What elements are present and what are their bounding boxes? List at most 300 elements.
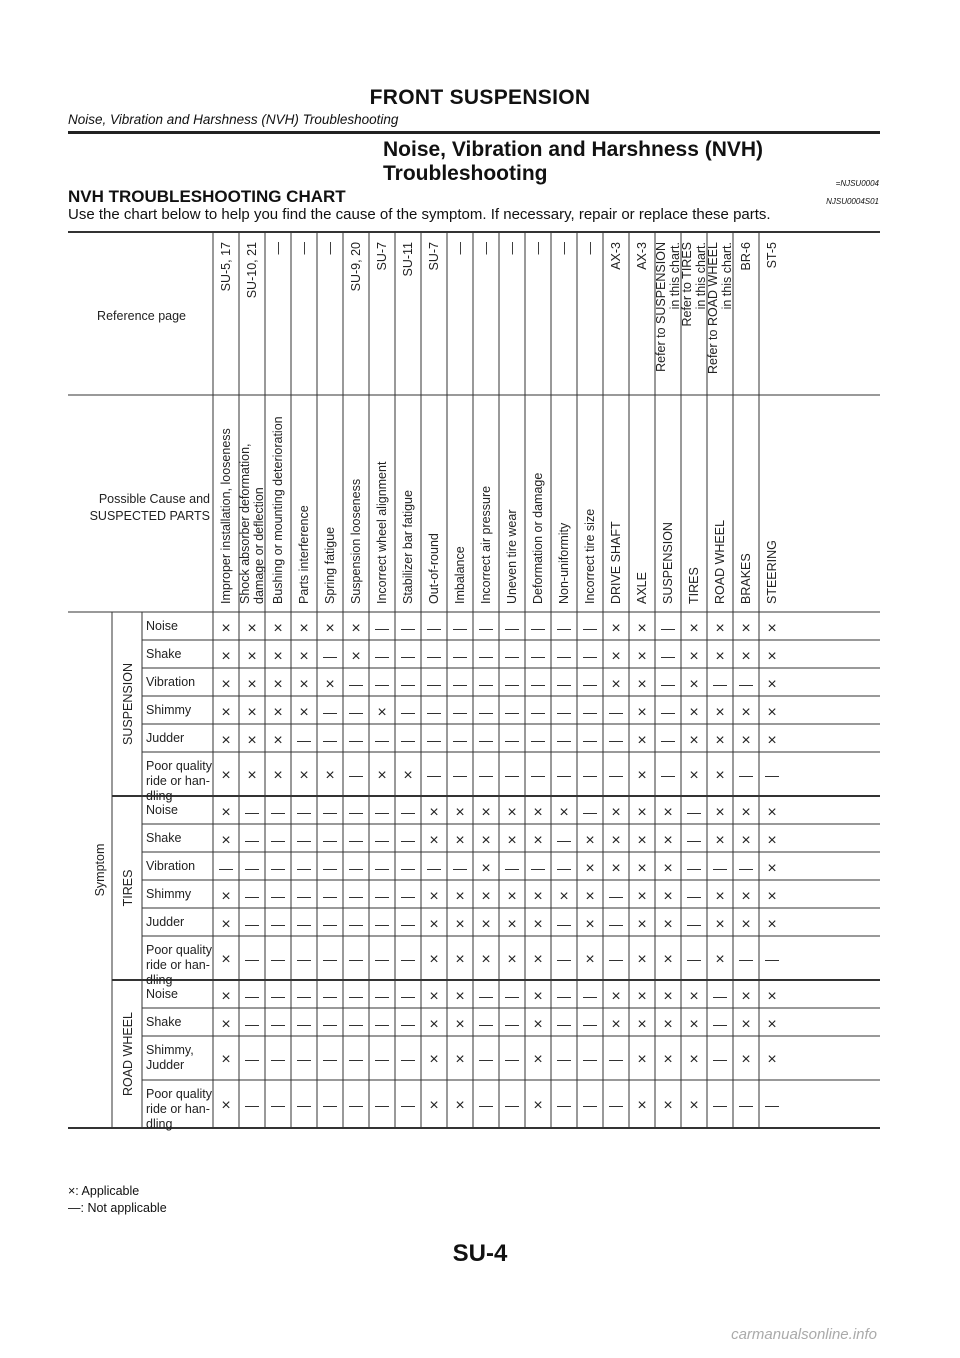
not-applicable-mark: — bbox=[245, 1097, 259, 1113]
symptom-row-label: Poor quality bbox=[146, 759, 213, 773]
applicable-mark: × bbox=[221, 676, 231, 693]
not-applicable-mark: — bbox=[375, 620, 389, 636]
applicable-mark: × bbox=[637, 832, 647, 849]
applicable-mark: × bbox=[663, 804, 673, 821]
chart-code: NJSU0004S01 bbox=[826, 197, 879, 206]
not-applicable-mark: — bbox=[297, 804, 311, 820]
not-applicable-mark: — bbox=[557, 1051, 571, 1067]
not-applicable-mark: — bbox=[323, 951, 337, 967]
applicable-mark: × bbox=[741, 916, 751, 933]
not-applicable-mark: — bbox=[349, 1097, 363, 1113]
applicable-mark: × bbox=[741, 732, 751, 749]
applicable-mark: × bbox=[637, 1097, 647, 1114]
reference-page-value: — bbox=[297, 242, 311, 255]
not-applicable-mark: — bbox=[505, 1016, 519, 1032]
not-applicable-mark: — bbox=[323, 1016, 337, 1032]
applicable-mark: × bbox=[585, 860, 595, 877]
applicable-mark: × bbox=[611, 860, 621, 877]
not-applicable-mark: — bbox=[765, 951, 779, 967]
not-applicable-mark: — bbox=[245, 1051, 259, 1067]
applicable-mark: × bbox=[715, 732, 725, 749]
applicable-mark: × bbox=[689, 1097, 699, 1114]
reference-page-value: — bbox=[271, 242, 285, 255]
applicable-mark: × bbox=[637, 704, 647, 721]
not-applicable-mark: — bbox=[505, 1051, 519, 1067]
not-applicable-mark: — bbox=[375, 732, 389, 748]
reference-page-value: SU-7 bbox=[427, 242, 441, 271]
applicable-mark: × bbox=[715, 804, 725, 821]
not-applicable-mark: — bbox=[453, 648, 467, 664]
not-applicable-mark: — bbox=[375, 1097, 389, 1113]
not-applicable-mark: — bbox=[349, 676, 363, 692]
not-applicable-mark: — bbox=[583, 804, 597, 820]
symptom-row-label: Poor quality bbox=[146, 943, 213, 957]
not-applicable-mark: — bbox=[427, 860, 441, 876]
not-applicable-mark: — bbox=[531, 704, 545, 720]
not-applicable-mark: — bbox=[349, 804, 363, 820]
applicable-mark: × bbox=[221, 804, 231, 821]
symptom-row-label: Judder bbox=[146, 731, 185, 745]
suspected-part-label: SUSPENSION bbox=[661, 522, 675, 604]
not-applicable-mark: — bbox=[271, 951, 285, 967]
not-applicable-mark: — bbox=[479, 676, 493, 692]
applicable-mark: × bbox=[273, 620, 283, 637]
not-applicable-mark: — bbox=[583, 988, 597, 1004]
applicable-mark: × bbox=[637, 804, 647, 821]
symptom-row-label: ride or han- bbox=[146, 958, 210, 972]
applicable-mark: × bbox=[689, 676, 699, 693]
applicable-mark: × bbox=[715, 951, 725, 968]
applicable-mark: × bbox=[741, 832, 751, 849]
not-applicable-mark: — bbox=[765, 767, 779, 783]
applicable-mark: × bbox=[221, 767, 231, 784]
applicable-mark: × bbox=[455, 988, 465, 1005]
applicable-mark: × bbox=[715, 648, 725, 665]
not-applicable-mark: — bbox=[505, 676, 519, 692]
not-applicable-mark: — bbox=[505, 704, 519, 720]
applicable-mark: × bbox=[325, 620, 335, 637]
applicable-mark: × bbox=[533, 1051, 543, 1068]
not-applicable-mark: — bbox=[401, 676, 415, 692]
applicable-mark: × bbox=[273, 648, 283, 665]
not-applicable-mark: — bbox=[349, 988, 363, 1004]
reference-page-value: in this chart. bbox=[668, 242, 682, 310]
not-applicable-mark: — bbox=[531, 767, 545, 783]
not-applicable-mark: — bbox=[219, 860, 233, 876]
not-applicable-mark: — bbox=[271, 860, 285, 876]
applicable-mark: × bbox=[689, 1016, 699, 1033]
not-applicable-mark: — bbox=[583, 648, 597, 664]
not-applicable-mark: — bbox=[453, 860, 467, 876]
suspected-part-label: Suspension looseness bbox=[349, 478, 363, 604]
not-applicable-mark: — bbox=[453, 732, 467, 748]
reference-page-value: in this chart. bbox=[694, 242, 708, 310]
reference-page-value: Refer to TIRES bbox=[680, 242, 694, 327]
applicable-mark: × bbox=[221, 704, 231, 721]
not-applicable-mark: — bbox=[557, 832, 571, 848]
applicable-mark: × bbox=[637, 767, 647, 784]
not-applicable-mark: — bbox=[427, 620, 441, 636]
not-applicable-mark: — bbox=[609, 1051, 623, 1067]
not-applicable-mark: — bbox=[323, 804, 337, 820]
applicable-mark: × bbox=[689, 767, 699, 784]
symptom-row-label: Vibration bbox=[146, 675, 196, 689]
not-applicable-mark: — bbox=[713, 1016, 727, 1032]
applicable-mark: × bbox=[715, 704, 725, 721]
symptom-row-label: Shake bbox=[146, 831, 182, 845]
cause-label-line2: SUSPECTED PARTS bbox=[89, 509, 210, 523]
applicable-mark: × bbox=[221, 1016, 231, 1033]
not-applicable-mark: — bbox=[271, 1097, 285, 1113]
not-applicable-mark: — bbox=[349, 704, 363, 720]
not-applicable-mark: — bbox=[349, 888, 363, 904]
not-applicable-mark: — bbox=[401, 704, 415, 720]
not-applicable-mark: — bbox=[609, 951, 623, 967]
applicable-mark: × bbox=[585, 916, 595, 933]
not-applicable-mark: — bbox=[453, 620, 467, 636]
applicable-mark: × bbox=[221, 916, 231, 933]
applicable-mark: × bbox=[767, 988, 777, 1005]
applicable-mark: × bbox=[741, 620, 751, 637]
reference-page-value: ST-5 bbox=[765, 242, 779, 269]
not-applicable-mark: — bbox=[609, 888, 623, 904]
not-applicable-mark: — bbox=[713, 988, 727, 1004]
suspected-part-label: Deformation or damage bbox=[531, 472, 545, 604]
applicable-mark: × bbox=[767, 648, 777, 665]
symptom-row-label: Shimmy bbox=[146, 703, 192, 717]
applicable-mark: × bbox=[715, 888, 725, 905]
applicable-mark: × bbox=[429, 916, 439, 933]
not-applicable-mark: — bbox=[557, 648, 571, 664]
not-applicable-mark: — bbox=[271, 1051, 285, 1067]
not-applicable-mark: — bbox=[531, 676, 545, 692]
symptom-row-label: Shimmy, bbox=[146, 1043, 194, 1057]
applicable-mark: × bbox=[663, 888, 673, 905]
applicable-mark: × bbox=[221, 988, 231, 1005]
not-applicable-mark: — bbox=[427, 676, 441, 692]
reference-page-value: — bbox=[557, 242, 571, 255]
applicable-mark: × bbox=[481, 951, 491, 968]
legend-not-applicable: —: Not applicable bbox=[68, 1201, 167, 1215]
applicable-mark: × bbox=[663, 1051, 673, 1068]
applicable-mark: × bbox=[221, 832, 231, 849]
not-applicable-mark: — bbox=[609, 732, 623, 748]
applicable-mark: × bbox=[221, 1097, 231, 1114]
suspected-part-label: Imbalance bbox=[453, 546, 467, 604]
not-applicable-mark: — bbox=[479, 767, 493, 783]
section-title-line2: Troubleshooting bbox=[383, 162, 548, 185]
applicable-mark: × bbox=[429, 804, 439, 821]
applicable-mark: × bbox=[559, 888, 569, 905]
not-applicable-mark: — bbox=[609, 1097, 623, 1113]
applicable-mark: × bbox=[455, 804, 465, 821]
not-applicable-mark: — bbox=[297, 1097, 311, 1113]
symptom-row-label: dling bbox=[146, 973, 173, 987]
applicable-mark: × bbox=[455, 916, 465, 933]
not-applicable-mark: — bbox=[349, 860, 363, 876]
applicable-mark: × bbox=[481, 804, 491, 821]
suspected-part-label: Stabilizer bar fatigue bbox=[401, 490, 415, 604]
reference-page-value: SU-9, 20 bbox=[349, 242, 363, 292]
not-applicable-mark: — bbox=[245, 988, 259, 1004]
not-applicable-mark: — bbox=[557, 1016, 571, 1032]
not-applicable-mark: — bbox=[245, 1016, 259, 1032]
applicable-mark: × bbox=[429, 951, 439, 968]
applicable-mark: × bbox=[299, 767, 309, 784]
not-applicable-mark: — bbox=[323, 888, 337, 904]
not-applicable-mark: — bbox=[583, 1051, 597, 1067]
applicable-mark: × bbox=[585, 888, 595, 905]
suspected-part-label: DRIVE SHAFT bbox=[609, 521, 623, 604]
not-applicable-mark: — bbox=[739, 951, 753, 967]
not-applicable-mark: — bbox=[687, 832, 701, 848]
not-applicable-mark: — bbox=[531, 620, 545, 636]
applicable-mark: × bbox=[767, 916, 777, 933]
applicable-mark: × bbox=[429, 988, 439, 1005]
not-applicable-mark: — bbox=[401, 1097, 415, 1113]
suspected-part-label: Incorrect tire size bbox=[583, 508, 597, 604]
symptom-row-label: Shake bbox=[146, 647, 182, 661]
not-applicable-mark: — bbox=[479, 988, 493, 1004]
applicable-mark: × bbox=[767, 704, 777, 721]
applicable-mark: × bbox=[481, 832, 491, 849]
symptom-row-label: Judder bbox=[146, 915, 185, 929]
not-applicable-mark: — bbox=[401, 988, 415, 1004]
reference-page-value: SU-10, 21 bbox=[245, 242, 259, 299]
symptom-row-label: ride or han- bbox=[146, 774, 210, 788]
applicable-mark: × bbox=[481, 860, 491, 877]
applicable-mark: × bbox=[663, 951, 673, 968]
applicable-mark: × bbox=[559, 804, 569, 821]
not-applicable-mark: — bbox=[687, 916, 701, 932]
applicable-mark: × bbox=[637, 860, 647, 877]
not-applicable-mark: — bbox=[323, 988, 337, 1004]
not-applicable-mark: — bbox=[323, 732, 337, 748]
applicable-mark: × bbox=[221, 732, 231, 749]
applicable-mark: × bbox=[767, 732, 777, 749]
not-applicable-mark: — bbox=[401, 951, 415, 967]
applicable-mark: × bbox=[637, 916, 647, 933]
not-applicable-mark: — bbox=[505, 767, 519, 783]
applicable-mark: × bbox=[429, 1097, 439, 1114]
applicable-mark: × bbox=[533, 804, 543, 821]
not-applicable-mark: — bbox=[297, 1016, 311, 1032]
applicable-mark: × bbox=[715, 767, 725, 784]
not-applicable-mark: — bbox=[297, 916, 311, 932]
applicable-mark: × bbox=[663, 1097, 673, 1114]
cause-label-line1: Possible Cause and bbox=[98, 492, 210, 506]
suspected-part-label: Parts interference bbox=[297, 505, 311, 604]
applicable-mark: × bbox=[247, 676, 257, 693]
not-applicable-mark: — bbox=[557, 620, 571, 636]
legend-applicable: ×: Applicable bbox=[68, 1184, 140, 1198]
not-applicable-mark: — bbox=[531, 860, 545, 876]
applicable-mark: × bbox=[299, 704, 309, 721]
not-applicable-mark: — bbox=[401, 916, 415, 932]
applicable-mark: × bbox=[741, 804, 751, 821]
not-applicable-mark: — bbox=[557, 676, 571, 692]
reference-page-value: — bbox=[531, 242, 545, 255]
not-applicable-mark: — bbox=[401, 648, 415, 664]
symptom-row-label: Vibration bbox=[146, 859, 196, 873]
not-applicable-mark: — bbox=[271, 804, 285, 820]
not-applicable-mark: — bbox=[713, 1051, 727, 1067]
page-number: SU-4 bbox=[452, 1240, 508, 1267]
not-applicable-mark: — bbox=[245, 888, 259, 904]
not-applicable-mark: — bbox=[557, 767, 571, 783]
applicable-mark: × bbox=[351, 648, 361, 665]
not-applicable-mark: — bbox=[557, 1097, 571, 1113]
applicable-mark: × bbox=[533, 951, 543, 968]
not-applicable-mark: — bbox=[297, 860, 311, 876]
not-applicable-mark: — bbox=[375, 832, 389, 848]
symptom-group-label: ROAD WHEEL bbox=[121, 1011, 135, 1097]
not-applicable-mark: — bbox=[505, 988, 519, 1004]
symptom-row-label: Judder bbox=[146, 1058, 185, 1072]
applicable-mark: × bbox=[637, 1016, 647, 1033]
applicable-mark: × bbox=[299, 648, 309, 665]
applicable-mark: × bbox=[481, 888, 491, 905]
applicable-mark: × bbox=[533, 1016, 543, 1033]
applicable-mark: × bbox=[611, 988, 621, 1005]
symptom-row-label: Noise bbox=[146, 987, 178, 1001]
applicable-mark: × bbox=[637, 620, 647, 637]
symptom-row-label: dling bbox=[146, 1117, 173, 1131]
reference-page-value: BR-6 bbox=[739, 242, 753, 271]
page-header-title: FRONT SUSPENSION bbox=[369, 86, 591, 109]
not-applicable-mark: — bbox=[739, 1097, 753, 1113]
not-applicable-mark: — bbox=[375, 676, 389, 692]
reference-page-value: Refer to SUSPENSION bbox=[654, 242, 668, 372]
not-applicable-mark: — bbox=[609, 916, 623, 932]
not-applicable-mark: — bbox=[583, 1097, 597, 1113]
not-applicable-mark: — bbox=[349, 832, 363, 848]
not-applicable-mark: — bbox=[349, 916, 363, 932]
not-applicable-mark: — bbox=[713, 676, 727, 692]
reference-page-value: — bbox=[323, 242, 337, 255]
not-applicable-mark: — bbox=[583, 620, 597, 636]
applicable-mark: × bbox=[715, 832, 725, 849]
not-applicable-mark: — bbox=[401, 732, 415, 748]
applicable-mark: × bbox=[611, 1016, 621, 1033]
not-applicable-mark: — bbox=[739, 676, 753, 692]
applicable-mark: × bbox=[273, 732, 283, 749]
applicable-mark: × bbox=[351, 620, 361, 637]
applicable-mark: × bbox=[767, 676, 777, 693]
applicable-mark: × bbox=[741, 1051, 751, 1068]
not-applicable-mark: — bbox=[739, 860, 753, 876]
applicable-mark: × bbox=[481, 916, 491, 933]
suspected-part-label: Uneven tire wear bbox=[505, 509, 519, 604]
not-applicable-mark: — bbox=[583, 704, 597, 720]
applicable-mark: × bbox=[533, 888, 543, 905]
not-applicable-mark: — bbox=[349, 767, 363, 783]
suspected-part-label: Spring fatigue bbox=[323, 526, 337, 604]
applicable-mark: × bbox=[637, 648, 647, 665]
applicable-mark: × bbox=[767, 1051, 777, 1068]
not-applicable-mark: — bbox=[609, 767, 623, 783]
not-applicable-mark: — bbox=[427, 648, 441, 664]
applicable-mark: × bbox=[403, 767, 413, 784]
not-applicable-mark: — bbox=[375, 860, 389, 876]
not-applicable-mark: — bbox=[401, 832, 415, 848]
not-applicable-mark: — bbox=[765, 1097, 779, 1113]
applicable-mark: × bbox=[533, 988, 543, 1005]
applicable-mark: × bbox=[663, 916, 673, 933]
applicable-mark: × bbox=[585, 832, 595, 849]
applicable-mark: × bbox=[273, 676, 283, 693]
suspected-part-label: Improper installation, looseness bbox=[219, 428, 233, 604]
not-applicable-mark: — bbox=[323, 1097, 337, 1113]
symptom-row-label: Poor quality bbox=[146, 1087, 213, 1101]
not-applicable-mark: — bbox=[661, 704, 675, 720]
not-applicable-mark: — bbox=[427, 732, 441, 748]
suspected-part-label: damage or deflection bbox=[252, 487, 266, 604]
not-applicable-mark: — bbox=[375, 888, 389, 904]
suspected-part-label: AXLE bbox=[635, 572, 649, 604]
suspected-part-label: Non-uniformity bbox=[557, 522, 571, 604]
reference-page-label: Reference page bbox=[97, 309, 186, 323]
not-applicable-mark: — bbox=[349, 1051, 363, 1067]
not-applicable-mark: — bbox=[427, 767, 441, 783]
reference-page-value: Refer to ROAD WHEEL bbox=[706, 242, 720, 374]
not-applicable-mark: — bbox=[349, 732, 363, 748]
applicable-mark: × bbox=[325, 676, 335, 693]
applicable-mark: × bbox=[663, 1016, 673, 1033]
suspected-part-label: STEERING bbox=[765, 540, 779, 604]
applicable-mark: × bbox=[533, 1097, 543, 1114]
symptom-group-label: SUSPENSION bbox=[121, 663, 135, 745]
applicable-mark: × bbox=[507, 832, 517, 849]
symptom-row-label: Shake bbox=[146, 1015, 182, 1029]
applicable-mark: × bbox=[741, 1016, 751, 1033]
symptom-label: Symptom bbox=[93, 843, 107, 897]
not-applicable-mark: — bbox=[479, 648, 493, 664]
not-applicable-mark: — bbox=[245, 860, 259, 876]
not-applicable-mark: — bbox=[583, 1016, 597, 1032]
not-applicable-mark: — bbox=[271, 832, 285, 848]
not-applicable-mark: — bbox=[297, 888, 311, 904]
watermark: carmanualsonline.info bbox=[731, 1326, 877, 1343]
applicable-mark: × bbox=[637, 888, 647, 905]
not-applicable-mark: — bbox=[531, 648, 545, 664]
not-applicable-mark: — bbox=[453, 767, 467, 783]
not-applicable-mark: — bbox=[661, 676, 675, 692]
suspected-part-label: Incorrect wheel alignment bbox=[375, 461, 389, 604]
not-applicable-mark: — bbox=[245, 832, 259, 848]
applicable-mark: × bbox=[611, 676, 621, 693]
applicable-mark: × bbox=[299, 620, 309, 637]
not-applicable-mark: — bbox=[453, 676, 467, 692]
not-applicable-mark: — bbox=[349, 951, 363, 967]
not-applicable-mark: — bbox=[323, 648, 337, 664]
not-applicable-mark: — bbox=[557, 916, 571, 932]
applicable-mark: × bbox=[689, 988, 699, 1005]
applicable-mark: × bbox=[377, 767, 387, 784]
applicable-mark: × bbox=[689, 620, 699, 637]
not-applicable-mark: — bbox=[401, 804, 415, 820]
applicable-mark: × bbox=[455, 1051, 465, 1068]
applicable-mark: × bbox=[507, 804, 517, 821]
not-applicable-mark: — bbox=[479, 1097, 493, 1113]
page-header-subtitle: Noise, Vibration and Harshness (NVH) Troubleshooting bbox=[68, 112, 399, 127]
not-applicable-mark: — bbox=[427, 704, 441, 720]
applicable-mark: × bbox=[221, 1051, 231, 1068]
applicable-mark: × bbox=[663, 988, 673, 1005]
symptom-group-label: TIRES bbox=[121, 869, 135, 907]
not-applicable-mark: — bbox=[271, 916, 285, 932]
not-applicable-mark: — bbox=[323, 1051, 337, 1067]
